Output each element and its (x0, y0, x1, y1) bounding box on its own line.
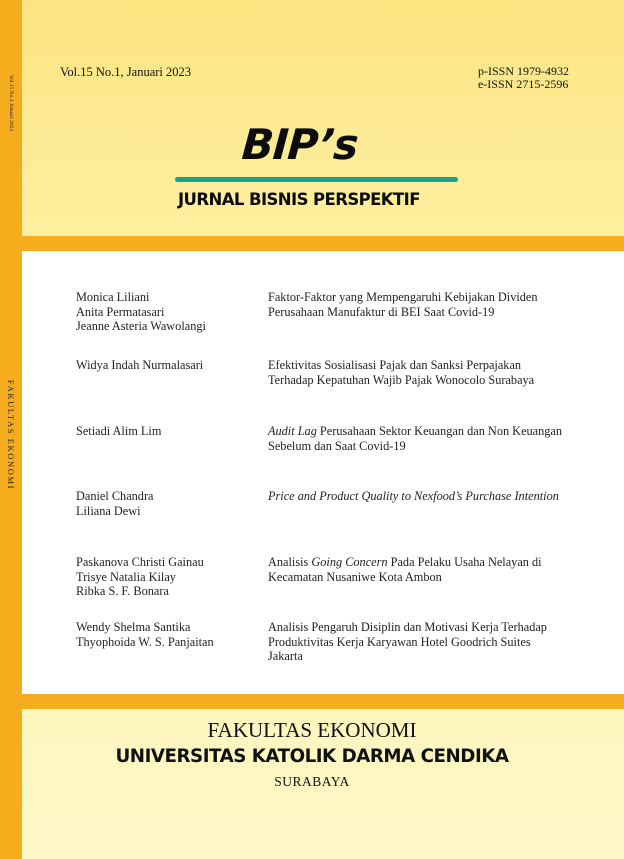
top-band (0, 236, 624, 251)
article-title: Analisis Going Concern Pada Pelaku Usaha Nelayan di Kecamatan Nusaniwe Kota Ambon (268, 555, 542, 584)
bottom-band (0, 694, 624, 709)
issn-block (478, 65, 569, 91)
journal-logo: BIP’s (240, 120, 360, 169)
spine-volume: Vol.15 No.1 Januari 2023 (8, 74, 14, 132)
article-authors (76, 424, 161, 439)
author: Liliana Dewi (76, 503, 141, 518)
author: Setiadi Alim Lim (76, 424, 162, 438)
author: Trisye Natalia Kilay (76, 569, 176, 584)
author: Anita Permatasari (76, 304, 165, 319)
article-authors (76, 290, 206, 334)
journal-name: JURNAL BISNIS PERSPEKTIF (178, 190, 420, 210)
author: Monica Liliani (76, 290, 150, 304)
author: Thyophoida W. S. Panjaitan (76, 634, 214, 649)
article-title: Audit Lag Perusahaan Sektor Keuangan dan Non Keuangan Sebelum dan Saat Covid-19 (268, 424, 563, 453)
spine-faculty: FAKULTAS EKONOMI (6, 379, 16, 491)
article-authors (76, 358, 203, 373)
article-authors (76, 620, 214, 649)
article-title: Price and Product Quality to Nexfood’s Purchase Intention (268, 489, 559, 503)
article-title: Efektivitas Sosialisasi Pajak dan Sanksi Perpajakan Terhadap Kepatuhan Wajib Pajak Wonocolo Surabaya (268, 358, 535, 387)
article-authors (76, 489, 154, 518)
logo-underline (175, 177, 458, 182)
author: Daniel Chandra (76, 489, 154, 503)
article-authors (76, 555, 204, 599)
author: Widya Indah Nurmalasari (76, 358, 204, 372)
footer-faculty: FAKULTAS EKONOMI (207, 718, 417, 742)
author: Paskanova Christi Gainau (76, 555, 204, 569)
p-issn: p-ISSN 1979-4932 (477, 64, 569, 78)
article-title: Faktor-Faktor yang Mempengaruhi Kebijakan Dividen Perusahaan Manufaktur di BEI Saat Covid-19 (268, 290, 538, 319)
author: Wendy Shelma Santika (76, 620, 191, 634)
e-issn: e-ISSN 2715-2596 (477, 77, 569, 91)
footer-university: UNIVERSITAS KATOLIK DARMA CENDIKA (115, 745, 509, 767)
author: Ribka S. F. Bonara (76, 584, 169, 598)
author: Jeanne Asteria Wawolangi (76, 319, 206, 333)
article-title: Analisis Pengaruh Disiplin dan Motivasi Kerja Terhadap Produktivitas Kerja Karyawan Hotel Goodrich Suites Jakarta (268, 620, 547, 663)
footer-city: SURABAYA (274, 774, 350, 789)
issue-volume: Vol.15 No.1, Januari 2023 (60, 65, 192, 79)
